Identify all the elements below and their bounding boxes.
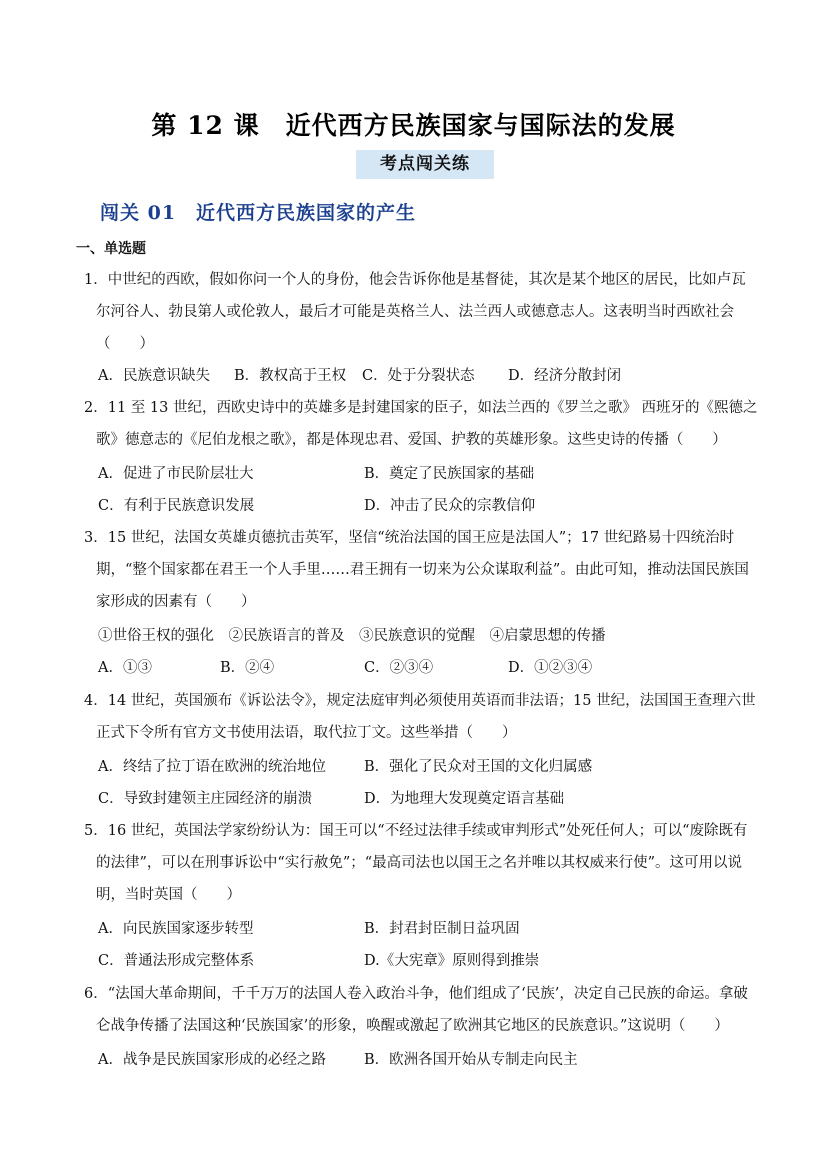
option-d[interactable]: D．经济分散封闭 <box>508 368 622 384</box>
option-d[interactable]: D．①②③④ <box>508 660 593 676</box>
statement-items: ①世俗王权的强化 ②民族语言的普及 ③民族意识的觉醒 ④启蒙思想的传播 <box>98 628 606 644</box>
option-a[interactable]: A．①③ <box>98 660 152 676</box>
question-5-options-row2 <box>98 945 758 977</box>
option-c[interactable]: C．②③④ <box>364 660 434 676</box>
question-5-options-row1 <box>98 913 758 945</box>
question-stem: 6．“法国大革命期间，千千万万的法国人卷入政治斗争，他们组成了‘民族’，决定自己民族的命运。拿破仑战争传播了法国这种‘民族国家’的形象，唤醒或激起了欧洲其它地区的民族意识。”这说明（ ） <box>84 986 748 1034</box>
question-1 <box>84 264 760 360</box>
question-4-options-row2 <box>98 783 758 815</box>
option-b[interactable]: B．封君封臣制日益巩固 <box>364 921 520 937</box>
section-title: 闯关 01 近代西方民族国家的产生 <box>100 202 417 224</box>
option-a[interactable]: A．战争是民族国家形成的必经之路 <box>98 1052 326 1068</box>
question-stem: 1．中世纪的西欧，假如你问一个人的身份，他会告诉你他是基督徒，其次是某个地区的居民，比如卢瓦尔河谷人、勃艮第人或伦敦人，最后才可能是英格兰人、法兰西人或德意志人。这表明当时西欧社会（ ） <box>84 272 746 352</box>
question-3 <box>84 522 760 618</box>
option-b[interactable]: B．奠定了民族国家的基础 <box>364 466 535 482</box>
option-a[interactable]: A．终结了拉丁语在欧洲的统治地位 <box>98 759 326 775</box>
question-stem: 5．16 世纪，英国法学家纷纷认为：国王可以“不经过法律手续或审判形式”处死任何人；可以“废除既有的法律”，可以在刑事诉讼中“实行赦免”；“最高司法也以国王之名并唯以其权威来行使”。这可用以说明，当时英国（ ） <box>84 823 748 903</box>
question-6-options-row1 <box>98 1044 758 1076</box>
option-a[interactable]: A．向民族国家逐步转型 <box>98 921 254 937</box>
question-3-items <box>98 620 758 652</box>
question-1-options <box>98 360 758 392</box>
option-d[interactable]: D．冲击了民众的宗教信仰 <box>364 498 536 514</box>
option-a[interactable]: A．民族意识缺失 <box>98 368 210 384</box>
question-2-options-row2 <box>98 490 758 522</box>
option-d[interactable]: D.《大宪章》原则得到推崇 <box>364 953 540 969</box>
option-c[interactable]: C．有利于民族意识发展 <box>98 498 255 514</box>
question-stem: 4．14 世纪，英国颁布《诉讼法令》，规定法庭审判必须使用英语而非法语；15 世纪，法国国王查理六世正式下令所有官方文书使用法语，取代拉丁文。这些举措（ ） <box>84 693 756 741</box>
question-4-options-row1 <box>98 751 758 783</box>
exercise-badge: 考点闯关练 <box>356 150 494 179</box>
option-c[interactable]: C．导致封建领主庄园经济的崩溃 <box>98 791 313 807</box>
question-type-heading: 一、单选题 <box>76 241 146 257</box>
question-2 <box>84 392 760 456</box>
option-c[interactable]: C．处于分裂状态 <box>362 368 475 384</box>
question-stem: 3．15 世纪，法国女英雄贞德抗击英军，坚信“统治法国的国王应是法国人”；17 世纪路易十四统治时期，“整个国家都在君王一个人手里……君王拥有一切来为公众谋取利益”。由此可知，推动法国民族国家形成的因素有（ ） <box>84 530 749 610</box>
option-b[interactable]: B．欧洲各国开始从专制走向民主 <box>364 1052 578 1068</box>
option-a[interactable]: A．促进了市民阶层壮大 <box>98 466 254 482</box>
question-2-options-row1 <box>98 458 758 490</box>
question-6 <box>84 978 760 1042</box>
option-b[interactable]: B．教权高于王权 <box>234 368 347 384</box>
question-5 <box>84 815 760 911</box>
question-3-options <box>98 652 758 684</box>
option-c[interactable]: C．普通法形成完整体系 <box>98 953 255 969</box>
question-stem: 2．11 至 13 世纪，西欧史诗中的英雄多是封建国家的臣子，如法兰西的《罗兰之歌》 西班牙的《熙德之歌》德意志的《尼伯龙根之歌》，都是体现忠君、爱国、护教的英雄形象。这些史诗的传播（ ） <box>84 400 758 448</box>
option-b[interactable]: B．②④ <box>220 660 275 676</box>
question-4 <box>84 685 760 749</box>
option-d[interactable]: D．为地理大发现奠定语言基础 <box>364 791 565 807</box>
option-b[interactable]: B．强化了民众对王国的文化归属感 <box>364 759 593 775</box>
lesson-title: 第 12 课 近代西方民族国家与国际法的发展 <box>151 111 676 140</box>
